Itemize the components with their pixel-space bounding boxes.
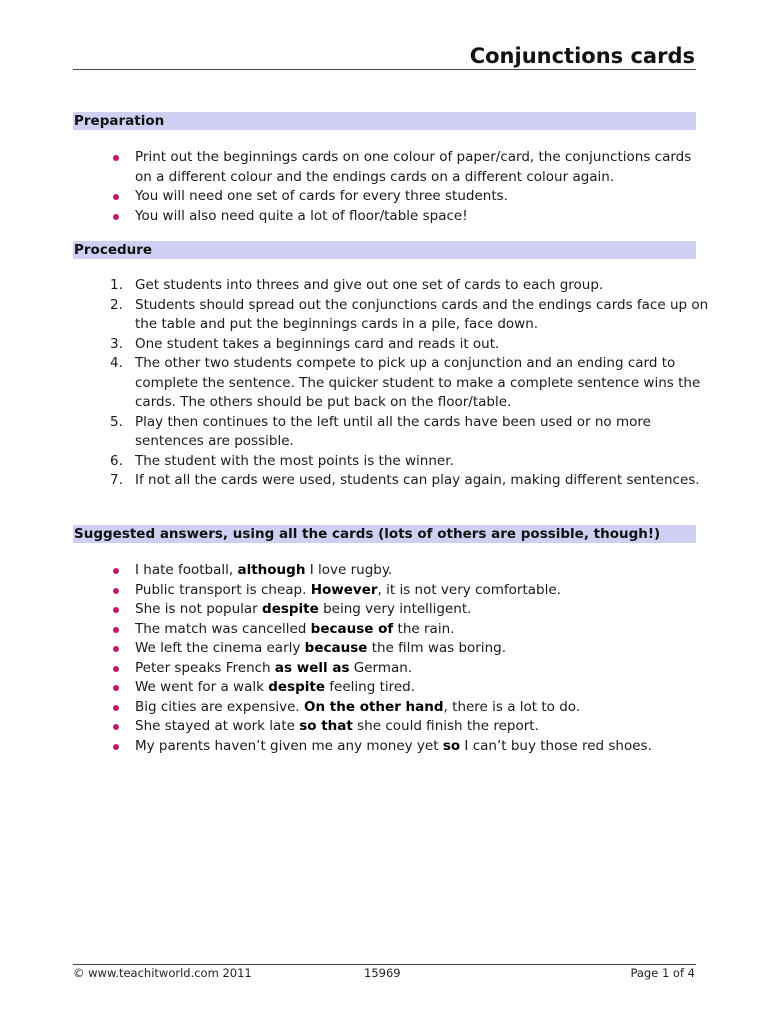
bullet-icon bbox=[113, 155, 119, 161]
bullet-icon bbox=[113, 568, 119, 574]
list-item: 1. Get students into threes and give out one set of cards to each group. bbox=[110, 277, 604, 293]
list-item: Print out the beginnings cards on one colour of paper/card, the conjunctions cards on a different colour and the endings cards on a different colour again. bbox=[110, 148, 710, 187]
list-item: The match was cancelled because of the rain. bbox=[110, 620, 710, 640]
page-title: Conjunctions cards bbox=[469, 44, 695, 68]
list-item: Public transport is cheap. However, it is not very comfortable. bbox=[110, 581, 710, 601]
bullet-icon bbox=[113, 744, 119, 750]
answers-heading: Suggested answers, using all the cards (lots of others are possible, though!) bbox=[73, 525, 696, 543]
bullet-icon bbox=[113, 588, 119, 594]
list-item: You will also need quite a lot of floor/table space! bbox=[110, 207, 710, 227]
list-item: 6. The student with the most points is the winner. bbox=[110, 452, 454, 469]
title-divider bbox=[73, 69, 696, 70]
bullet-icon bbox=[113, 194, 119, 200]
footer-divider bbox=[73, 964, 696, 965]
bullet-icon bbox=[113, 627, 119, 633]
answers-list bbox=[110, 561, 710, 756]
footer-copyright: © www.teachitworld.com 2011 bbox=[73, 966, 252, 980]
list-item: Peter speaks French as well as German. bbox=[110, 659, 710, 679]
bullet-icon bbox=[113, 724, 119, 730]
list-item: 4. The other two students compete to pick up a conjunction and an ending card to complete the sentence. The quicker student to make a complete sentence wins the cards. The others should be put back on the floor/table. bbox=[110, 355, 701, 410]
footer-page-number: Page 1 of 4 bbox=[630, 966, 695, 980]
list-item: 5. Play then continues to the left until all the cards have been used or no more sentences are possible. bbox=[110, 413, 651, 449]
list-item: She stayed at work late so that she could finish the report. bbox=[110, 717, 710, 737]
bullet-icon bbox=[113, 646, 119, 652]
list-item: 7. If not all the cards were used, students can play again, making different sentences. bbox=[110, 472, 700, 488]
list-item: We went for a walk despite feeling tired. bbox=[110, 678, 710, 698]
list-item: You will need one set of cards for every three students. bbox=[110, 187, 710, 207]
footer-code: 15969 bbox=[364, 966, 401, 980]
list-item: My parents haven’t given me any money yet so I can’t buy those red shoes. bbox=[110, 737, 710, 757]
procedure-list bbox=[110, 276, 710, 491]
bullet-icon bbox=[113, 666, 119, 672]
preparation-list bbox=[110, 148, 710, 226]
list-item: 2. Students should spread out the conjunctions cards and the endings cards face up on the table and put the beginnings cards in a pile, face down. bbox=[110, 296, 709, 332]
list-item: Big cities are expensive. On the other hand, there is a lot to do. bbox=[110, 698, 710, 718]
bullet-icon bbox=[113, 607, 119, 613]
bullet-icon bbox=[113, 705, 119, 711]
preparation-heading: Preparation bbox=[73, 112, 696, 130]
bullet-icon bbox=[113, 685, 119, 691]
list-item: 3. One student takes a beginnings card and reads it out. bbox=[110, 335, 500, 352]
bullet-icon bbox=[113, 214, 119, 220]
list-item: We left the cinema early because the film was boring. bbox=[110, 639, 710, 659]
list-item: She is not popular despite being very intelligent. bbox=[110, 600, 710, 620]
list-item: I hate football, although I love rugby. bbox=[110, 561, 710, 581]
procedure-heading: Procedure bbox=[73, 241, 696, 259]
